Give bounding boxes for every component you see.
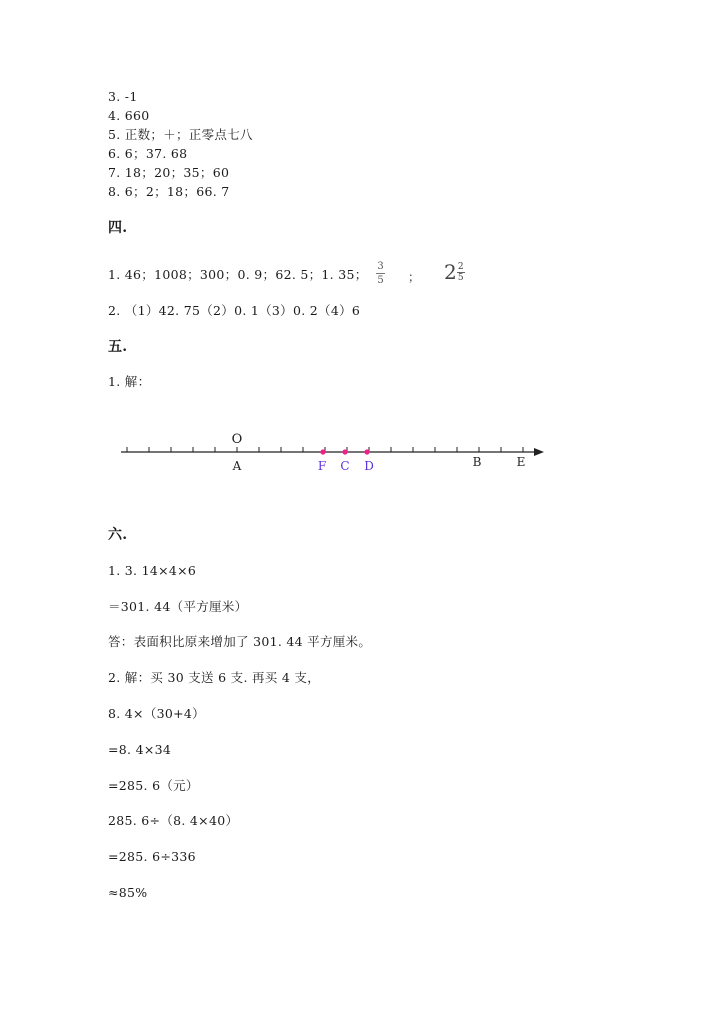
separator: ； [408,270,421,284]
fraction-numerator: 3 [377,261,384,272]
solution-line-9: =285. 6÷336 [108,849,196,864]
mixed-number [444,260,465,284]
solution-line-8: 285. 6÷（8. 4×40） [108,813,239,828]
mixed-denominator: 5 [457,272,464,283]
fraction-bar [376,273,385,274]
section-four-q1: 1. 46；1008；300；0. 9；62. 5；1. 35； [108,267,368,282]
solution-line-2: ＝301. 44（平方厘米） [108,599,248,614]
point-d [364,449,369,454]
answer-3: 3. -1 [108,89,138,104]
answer-6: 6. 6；37. 68 [108,146,188,161]
solution-line-4: 2. 解：买 30 支送 6 支. 再买 4 支， [108,670,320,685]
solution-line-7: =285. 6（元） [108,778,199,793]
point-c [342,449,347,454]
mixed-whole: 2 [444,260,457,284]
answer-7: 7. 18；20；35；60 [108,165,230,180]
solution-line-1: 1. 3. 14×4×6 [108,563,197,578]
section-six-heading: 六. [108,527,128,543]
fraction-denominator: 5 [377,275,384,286]
mixed-numerator: 2 [457,261,464,272]
section-four-q2: 2. （1）42. 75（2）0. 1（3）0. 2（4）6 [108,303,361,318]
section-four-heading: 四. [108,220,128,236]
fraction-three-fifths [376,261,385,286]
axis-arrow-icon [534,448,544,456]
label-b: B [472,455,482,469]
label-d: D [364,459,374,473]
solution-line-10: ≈85% [108,885,148,900]
label-e: E [516,455,526,469]
solution-line-3: 答：表面积比原来增加了 301. 44 平方厘米。 [108,634,372,649]
answer-8: 8. 6；2；18；66. 7 [108,184,230,199]
section-five-heading: 五. [108,339,128,355]
answer-5: 5. 正数；＋；正零点七八 [108,127,253,142]
solution-line-6: =8. 4×34 [108,742,172,757]
solution-line-5: 8. 4×（30+4） [108,706,205,721]
label-origin: O [231,432,243,447]
answer-4: 4. 660 [108,108,150,123]
section-five-q1-label: 1. 解： [108,374,151,389]
point-f [320,449,325,454]
number-line-diagram [0,428,720,488]
label-f: F [317,459,327,473]
label-c: C [340,459,350,473]
label-a: A [232,459,242,473]
